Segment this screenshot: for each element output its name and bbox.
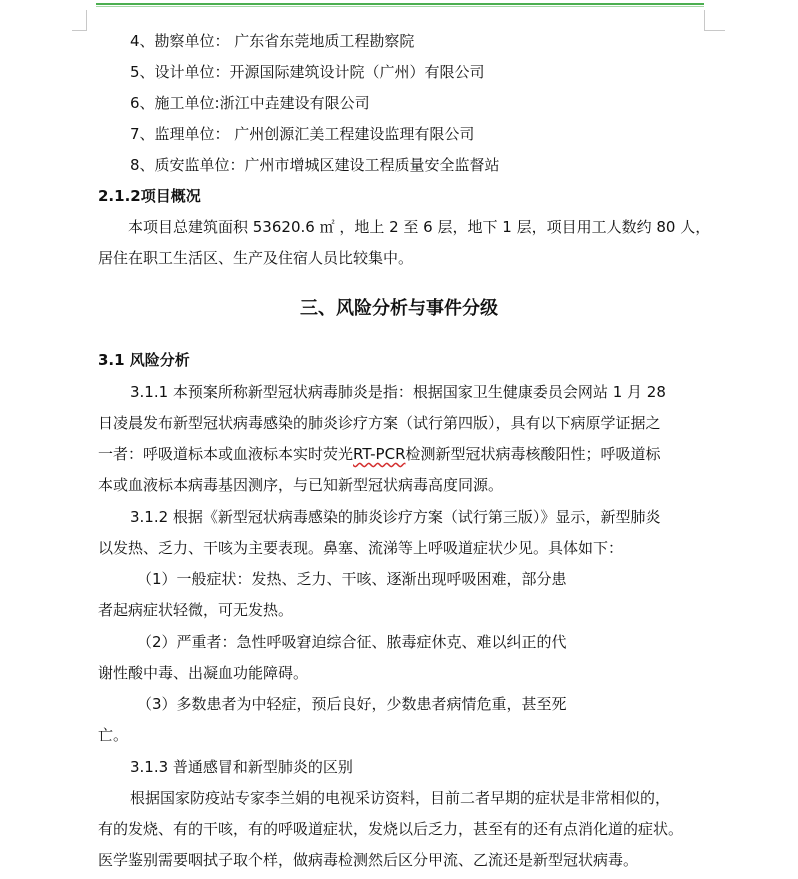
chapter-title: 三、风险分析与事件分级 xyxy=(300,298,498,319)
unit-line-4: 4、勘察单位： 广东省东莞地质工程勘察院 xyxy=(130,32,415,50)
symptom-3-line-1: （3）多数患者为中轻症，预后良好，少数患者病情危重，甚至死 xyxy=(137,695,567,713)
para-3-1-1-line-4: 本或血液标本病毒基因测序，与已知新型冠状病毒高度同源。 xyxy=(98,476,504,494)
symptom-3-line-2: 亡。 xyxy=(98,726,129,744)
margin-corner-mark-right xyxy=(704,10,725,31)
overview-line-1: 本项目总建筑面积 53620.6 ㎡ ，地上 2 至 6 层，地下 1 层，项目用工人数约 80 人， xyxy=(128,218,711,236)
para-3-1-3-line-1: 根据国家防疫站专家李兰娟的电视采访资料，目前二者早期的症状是非常相似的， xyxy=(130,789,671,807)
symptom-2-line-1: （2）严重者：急性呼吸窘迫综合征、脓毒症休克、难以纠正的代 xyxy=(137,633,567,651)
margin-corner-mark-left xyxy=(72,10,87,31)
spellcheck-flagged-term: RT-PCR xyxy=(353,445,406,463)
unit-line-7: 7、监理单位： 广州创源汇美工程建设监理有限公司 xyxy=(130,125,475,143)
para-3-1-1-line-3 xyxy=(98,444,661,464)
para-3-1-3-heading: 3.1.3 普通感冒和新型肺炎的区别 xyxy=(130,758,353,776)
para-3-1-3-line-3: 医学鉴别需要咽拭子取个样，做病毒检测然后区分甲流、乙流还是新型冠状病毒。 xyxy=(98,851,639,869)
unit-line-6: 6、施工单位:浙江中垚建设有限公司 xyxy=(130,94,370,112)
section-3-1-heading: 3.1 风险分析 xyxy=(98,351,190,369)
para-3-1-1-line-2: 日凌晨发布新型冠状病毒感染的肺炎诊疗方案（试行第四版），具有以下病原学证据之 xyxy=(98,414,661,432)
page-header-rule xyxy=(96,3,704,8)
para-3-1-1-line-1: 3.1.1 本预案所称新型冠状病毒肺炎是指：根据国家卫生健康委员会网站 1 月 28 xyxy=(130,383,666,401)
unit-line-5: 5、设计单位：开源国际建筑设计院（广州）有限公司 xyxy=(130,63,485,81)
text-segment: 检测新型冠状病毒核酸阳性；呼吸道标 xyxy=(405,445,661,463)
unit-line-8: 8、质安监单位：广州市增城区建设工程质量安全监督站 xyxy=(130,156,500,174)
para-3-1-2-line-2: 以发热、乏力、干咳为主要表现。鼻塞、流涕等上呼吸道症状少见。具体如下： xyxy=(98,539,624,557)
text-segment: 一者：呼吸道标本或血液标本实时荧光 xyxy=(98,445,354,463)
symptom-1-line-1: （1）一般症状：发热、乏力、干咳、逐渐出现呼吸困难，部分患 xyxy=(137,570,567,588)
section-2-1-2-heading: 2.1.2项目概况 xyxy=(98,187,201,205)
symptom-1-line-2: 者起病症状轻微，可无发热。 xyxy=(98,601,294,619)
symptom-2-line-2: 谢性酸中毒、出凝血功能障碍。 xyxy=(98,664,309,682)
para-3-1-3-line-2: 有的发烧、有的干咳，有的呼吸道症状，发烧以后乏力，甚至有的还有点消化道的症状。 xyxy=(98,820,684,838)
para-3-1-2-line-1: 3.1.2 根据《新型冠状病毒感染的肺炎诊疗方案（试行第三版）》显示，新型肺炎 xyxy=(130,508,661,526)
overview-line-2: 居住在职工生活区、生产及住宿人员比较集中。 xyxy=(98,249,414,267)
